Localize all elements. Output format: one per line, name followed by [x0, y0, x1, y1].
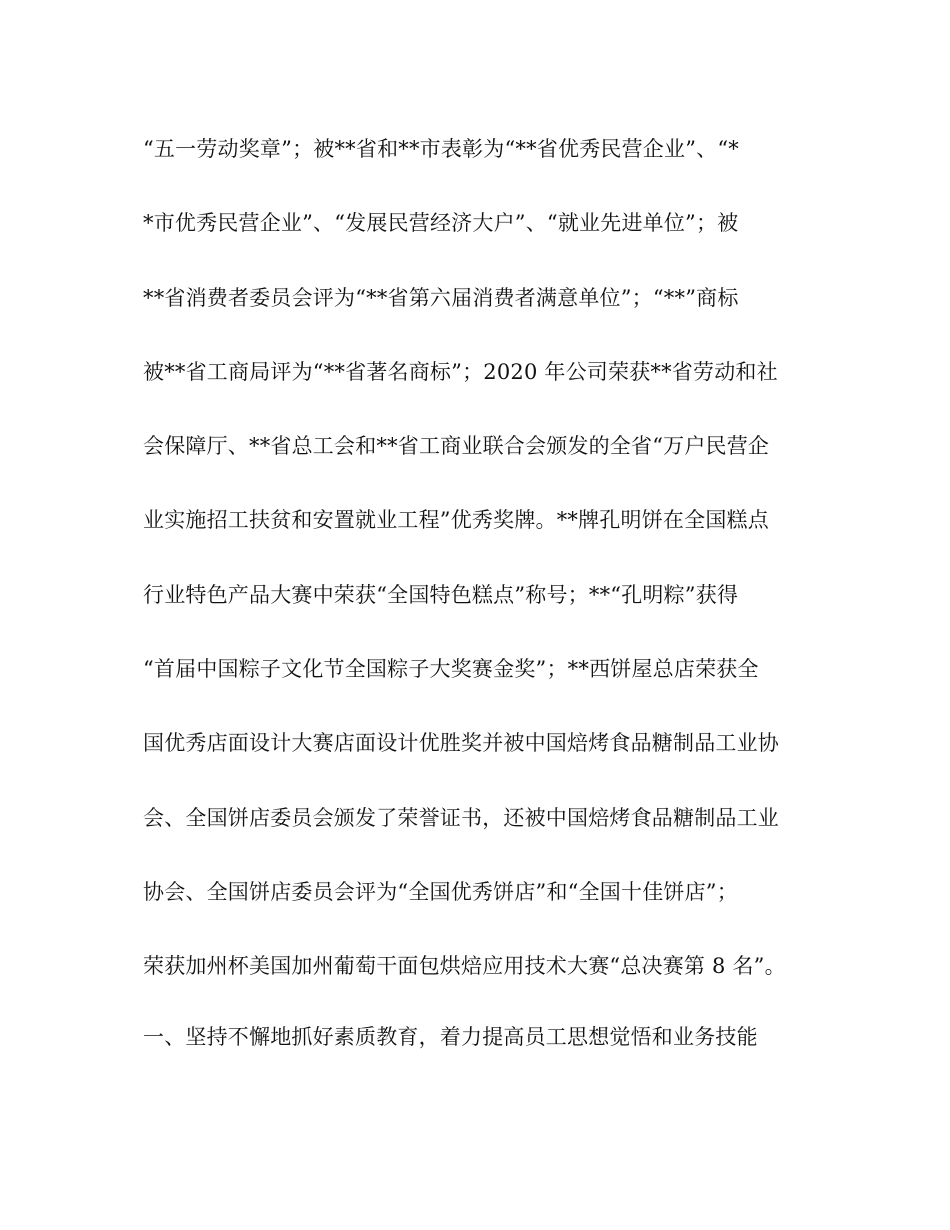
paragraph-line: 会、全国饼店委员会颁发了荣誉证书，还被中国焙烤食品糖制品工业 — [143, 805, 779, 830]
paragraph-line: 荣获加州杯美国加州葡萄干面包烘焙应用技术大赛“总决赛第 8 名”。 — [143, 954, 786, 979]
section-heading: 一、坚持不懈地抓好素质教育，着力提高员工思想觉悟和业务技能 — [143, 1024, 758, 1049]
paragraph-line: 业实施招工扶贫和安置就业工程”优秀奖牌。**牌孔明饼在全国糕点 — [143, 508, 769, 533]
paragraph-line: 协会、全国饼店委员会评为“全国优秀饼店”和“全国十佳饼店”； — [143, 879, 738, 904]
paragraph-line: 会保障厅、**省总工会和**省工商业联合会颁发的全省“万户民营企 — [143, 434, 770, 459]
paragraph-line: *市优秀民营企业”、“发展民营经济大户”、“就业先进单位”；被 — [143, 211, 739, 236]
paragraph-line: “五一劳动奖章”；被**省和**市表彰为“**省优秀民营企业”、“* — [143, 137, 739, 161]
paragraph-line: 国优秀店面设计大赛店面设计优胜奖并被中国焙烤食品糖制品工业协 — [143, 731, 779, 756]
paragraph-line: “首届中国粽子文化节全国粽子大奖赛金奖”；**西饼屋总店荣获全 — [143, 657, 759, 682]
paragraph-line: 行业特色产品大赛中荣获“全国特色糕点”称号；**“孔明粽”获得 — [143, 582, 739, 607]
paragraph-line: 被**省工商局评为“**省著名商标”；2020 年公司荣获**省劳动和社 — [143, 359, 778, 384]
paragraph-line: **省消费者委员会评为“**省第六届消费者满意单位”；“**”商标 — [143, 285, 739, 310]
body-text — [143, 112, 833, 1074]
